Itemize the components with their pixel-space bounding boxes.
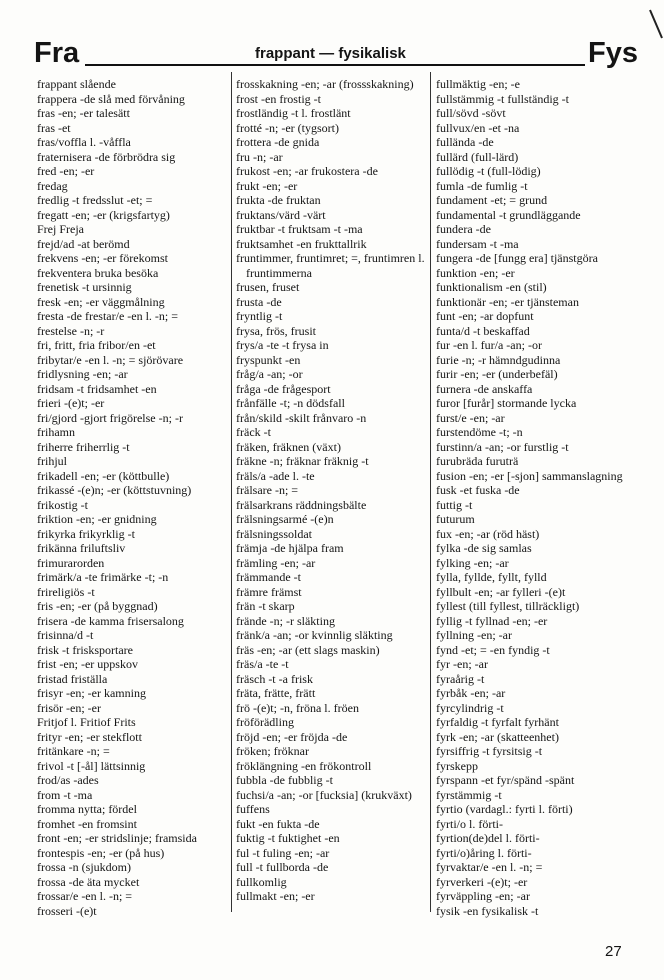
- dictionary-entry: frälsarkrans räddningsbälte: [236, 497, 367, 512]
- dictionary-entry: funktion -en; -er: [436, 265, 515, 280]
- dictionary-entry: fräta, frätte, frätt: [236, 686, 316, 700]
- dictionary-entry: frotté -n; -er (tygsort): [236, 120, 339, 135]
- page-header: [0, 0, 664, 70]
- dictionary-entry: fyrstämmig -t: [436, 787, 502, 802]
- dictionary-entry: frisyr -en; -er kamning: [37, 686, 146, 700]
- dictionary-entry: fyraårig -t: [436, 671, 485, 686]
- dictionary-entry: frejd/ad -at berömd: [37, 236, 130, 251]
- dictionary-entry: furstinn/a -an; -or furstlig -t: [436, 439, 569, 454]
- dictionary-entry: fullärd (full-lärd): [436, 149, 519, 164]
- dictionary-entry: frysa, frös, frusit: [236, 323, 316, 338]
- dictionary-entry: frikadell -en; -er (köttbulle): [37, 468, 170, 483]
- dictionary-entry: frod/as -ades: [37, 773, 99, 787]
- dictionary-entry: frosseri -(e)t: [37, 903, 97, 918]
- dictionary-entry: furst/e -en; -ar: [436, 410, 505, 425]
- dictionary-entry: futtig -t: [436, 497, 473, 512]
- dictionary-entry: frossa -de äta mycket: [37, 874, 140, 889]
- dictionary-entry: frireligiös -t: [37, 584, 95, 599]
- dictionary-entry: fräs/a -te -t: [236, 657, 289, 671]
- dictionary-entry: frälsningssoldat: [236, 526, 312, 541]
- dictionary-entry: fuktig -t fuktighet -en: [236, 831, 340, 845]
- dictionary-entry: frälsningsarmé -(e)n: [236, 512, 334, 526]
- dictionary-entry: fullödig -t (full-lödig): [436, 164, 541, 178]
- dictionary-entry: fromma nytta; fördel: [37, 802, 137, 816]
- dictionary-entry: fyllning -en; -ar: [436, 628, 512, 642]
- guide-word-left: Fra: [34, 37, 80, 69]
- dictionary-entry: fyllig -t fyllnad -en; -er: [436, 613, 548, 628]
- dictionary-entry: fryspunkt -en: [236, 352, 301, 367]
- dictionary-entry: futurum: [436, 512, 475, 526]
- dictionary-entry: frostländig -t l. frostlänt: [236, 106, 351, 120]
- dictionary-entry: frottera -de gnida: [236, 135, 320, 149]
- dictionary-entry: frikänna friluftsliv: [37, 541, 126, 555]
- dictionary-entry: fysik -en fysikalisk -t: [436, 903, 539, 918]
- dictionary-entry: frityr -en; -er stekflott: [37, 729, 142, 744]
- dictionary-entry: fridsam -t fridsamhet -en: [37, 381, 157, 396]
- dictionary-entry: fyrbåk -en; -ar: [436, 686, 506, 700]
- dictionary-entry: fräsch -t -a frisk: [236, 671, 313, 686]
- dictionary-entry: frän -t skarp: [236, 599, 295, 613]
- dictionary-entry: fröförädling: [236, 715, 294, 729]
- dictionary-entry: from -t -ma: [37, 787, 93, 802]
- dictionary-entry: frappant slående: [37, 77, 116, 91]
- dictionary-entry: frukta -de fruktan: [236, 193, 321, 207]
- dictionary-entry: frisinna/d -t: [37, 628, 94, 642]
- entry-column-1: [37, 77, 230, 918]
- entry-column-3: [436, 77, 629, 918]
- dictionary-entry: fredlig -t fredsslut -et; =: [37, 193, 153, 207]
- dictionary-entry: frusen, fruset: [236, 280, 300, 294]
- dictionary-entry: fruktbar -t fruktsam -t -ma: [236, 222, 363, 236]
- dictionary-entry: fullvux/en -et -na: [436, 120, 520, 135]
- dictionary-entry: främling -en; -ar: [236, 555, 316, 570]
- dictionary-entry: fyrtion(de)del l. förti-: [436, 831, 540, 845]
- dictionary-entry: fungera -de [fungg era] tjänstgöra: [436, 251, 598, 265]
- dictionary-entry: fylka -de sig samlas: [436, 541, 532, 555]
- dictionary-entry: fras -en; -er talesätt: [37, 106, 130, 120]
- dictionary-entry: frånfälle -t; -n dödsfall: [236, 396, 345, 410]
- dictionary-entry: fräkne -n; fräknar fräknig -t: [236, 454, 369, 468]
- dictionary-entry: fri, fritt, fria fribor/en -et: [37, 338, 156, 352]
- dictionary-entry: funktionalism -en (stil): [436, 280, 547, 294]
- dictionary-entry: fux -en; -ar (röd häst): [436, 526, 540, 541]
- dictionary-entry: fuchsi/a -an; -or [fucksia] (krukväxt): [236, 787, 412, 802]
- dictionary-entry: frisera -de kamma frisersalong: [37, 613, 184, 628]
- dictionary-entry: fråga -de frågesport: [236, 381, 331, 396]
- dictionary-entry: frihjul: [37, 454, 67, 468]
- dictionary-entry: frestelse -n; -r: [37, 323, 105, 338]
- dictionary-entry: fras/voffla l. -våffla: [37, 135, 131, 149]
- dictionary-entry: frivol -t [-ål] lättsinnig: [37, 758, 146, 773]
- dictionary-entry: frukost -en; -ar frukostera -de: [236, 164, 378, 178]
- dictionary-entry: friktion -en; -er gnidning: [37, 512, 157, 526]
- dictionary-entry: fur -en l. fur/a -an; -or: [436, 338, 542, 352]
- dictionary-entry: fritänkare -n; =: [37, 744, 110, 758]
- dictionary-entry: furubräda furuträ: [436, 454, 519, 468]
- dictionary-entry: furnera -de anskaffa: [436, 381, 533, 396]
- dictionary-entry: fruktans/värd -värt: [236, 207, 326, 222]
- dictionary-entry: fyr -en; -ar: [436, 657, 488, 671]
- column-divider: [231, 72, 232, 912]
- scan-mark-icon: [648, 8, 664, 48]
- dictionary-entry: fridlysning -en; -ar: [37, 367, 128, 381]
- dictionary-entry: fundera -de: [436, 222, 491, 236]
- page-number: 27: [605, 943, 622, 960]
- entry-column-2: [236, 77, 429, 904]
- dictionary-entry: fräls/a -ade l. -te: [236, 468, 315, 483]
- dictionary-entry: fyrti/o l. förti-: [436, 816, 503, 831]
- dictionary-entry: funta/d -t beskaffad: [436, 323, 530, 338]
- dictionary-entry: frontespis -en; -er (på hus): [37, 845, 165, 860]
- dictionary-entry: fundersam -t -ma: [436, 236, 519, 251]
- dictionary-entry: fresta -de frestar/e -en l. -n; =: [37, 309, 179, 323]
- dictionary-entry: front -en; -er stridslinje; framsida: [37, 831, 197, 845]
- dictionary-entry: fylla, fyllde, fyllt, fylld: [436, 570, 547, 584]
- dictionary-entry: fynd -et; = -en fyndig -t: [436, 642, 550, 657]
- dictionary-entry: frikyrka frikyrklig -t: [37, 526, 135, 541]
- dictionary-entry: fullkomlig: [236, 874, 287, 889]
- dictionary-entry: fröklängning -en frökontroll: [236, 758, 372, 773]
- dictionary-entry: fryntlig -t: [236, 309, 283, 323]
- dictionary-entry: fribytar/e -en l. -n; = sjörövare: [37, 352, 184, 367]
- dictionary-entry: fyrtio (vardagl.: fyrti l. förti): [436, 802, 573, 816]
- dictionary-entry: fundament -et; = grund: [436, 193, 548, 207]
- dictionary-entry: fresk -en; -er väggmålning: [37, 294, 165, 309]
- dictionary-entry: fulländа -de: [436, 135, 494, 149]
- dictionary-entry: främre främst: [236, 584, 302, 599]
- dictionary-entry: fromhet -en fromsint: [37, 816, 137, 831]
- dictionary-entry: fyrk -en; -ar (skatteenhet): [436, 729, 559, 744]
- dictionary-entry: fraternisera -de förbrödra sig: [37, 149, 176, 164]
- dictionary-entry: från/skild -skilt frånvaro -n: [236, 410, 367, 425]
- dictionary-entry: frappera -de slå med förvåning: [37, 91, 185, 106]
- dictionary-entry: fullstämmig -t fullständig -t: [436, 91, 569, 106]
- dictionary-entry: fyrsiffrig -t fyrsitsig -t: [436, 744, 543, 758]
- dictionary-entry: full -t fullborda -de: [236, 860, 329, 874]
- dictionary-entry: fras -et: [37, 120, 71, 135]
- dictionary-entry: fräs -en; -ar (ett slags maskin): [236, 642, 380, 657]
- dictionary-entry: fusk -et fuska -de: [436, 483, 520, 497]
- dictionary-entry: furir -en; -er (underbefäl): [436, 367, 558, 381]
- dictionary-entry: fubbla -de fubblig -t: [236, 773, 333, 787]
- dictionary-entry: fruktsamhet -en frukttallrik: [236, 236, 367, 251]
- dictionary-entry: fyrskepp: [436, 758, 478, 773]
- dictionary-entry: fuffens: [236, 802, 270, 816]
- dictionary-entry: främmande -t: [236, 570, 301, 584]
- dictionary-entry: funt -en; -ar dopfunt: [436, 309, 534, 323]
- dictionary-entry: frossa -n (sjukdom): [37, 860, 131, 874]
- dictionary-entry: frisk -t frisksportare: [37, 642, 133, 657]
- dictionary-entry: fullmakt -en; -er: [236, 889, 315, 903]
- dictionary-entry: frieri -(e)t; -er: [37, 396, 105, 410]
- dictionary-entry: fusion -en; -er [-sjon] sammanslagning: [436, 468, 623, 483]
- dictionary-entry: fräck -t: [236, 425, 271, 439]
- dictionary-entry: fränk/a -an; -or kvinnlig släkting: [236, 628, 393, 642]
- dictionary-entry: fråg/a -an; -or: [236, 367, 303, 381]
- dictionary-entry: fruntimmer, fruntimret; =, fruntimren l. fruntimmerna: [236, 251, 425, 280]
- dictionary-entry: fru -n; -ar: [236, 149, 283, 164]
- dictionary-entry: frö -(e)t; -n, fröna l. fröen: [236, 700, 359, 715]
- dictionary-entry: frenetisk -t ursinnig: [37, 280, 132, 294]
- dictionary-entry: frist -en; -er uppskov: [37, 657, 138, 671]
- column-divider: [430, 72, 431, 912]
- header-rule: [85, 64, 585, 66]
- dictionary-entry: funktionär -en; -er tjänsteman: [436, 294, 579, 309]
- dictionary-entry: full/sövd -sövt: [436, 106, 506, 120]
- dictionary-entry: frimärk/a -te frimärke -t; -n: [37, 570, 169, 584]
- dictionary-entry: frosskakning -en; -ar (frossskakning): [236, 77, 414, 91]
- dictionary-entry: furstendöme -t; -n: [436, 425, 523, 439]
- dictionary-entry: frossar/e -en l. -n; =: [37, 889, 133, 903]
- dictionary-entry: frekventera bruka besöka: [37, 265, 159, 280]
- dictionary-entry: frikassé -(e)n; -er (köttstuvning): [37, 483, 192, 497]
- dictionary-entry: fullmäktig -en; -e: [436, 77, 520, 91]
- dictionary-entry: frys/a -te -t frysa in: [236, 338, 329, 352]
- page-title: frappant — fysikalisk: [255, 45, 406, 62]
- dictionary-entry: främja -de hjälpa fram: [236, 541, 344, 555]
- dictionary-entry: Frej Freja: [37, 222, 84, 236]
- dictionary-entry: frikostig -t: [37, 497, 88, 512]
- dictionary-entry: fred -en; -er: [37, 164, 95, 178]
- dictionary-entry: fyrcylindrig -t: [436, 700, 504, 715]
- dictionary-entry: fris -en; -er (på byggnad): [37, 599, 158, 613]
- dictionary-entry: fyllbult -en; -ar fylleri -(e)t: [436, 584, 566, 599]
- dictionary-entry: fyrfaldig -t fyrfalt fyrhänt: [436, 715, 559, 729]
- dictionary-entry: frusta -de: [236, 294, 282, 309]
- dictionary-entry: fyrti/o)åring l. förti-: [436, 845, 532, 860]
- dictionary-entry: fyllest (till fyllest, tillräckligt): [436, 599, 580, 613]
- dictionary-entry: fristad friställa: [37, 671, 108, 686]
- dictionary-entry: fredag: [37, 178, 68, 193]
- dictionary-entry: fröken; fröknar: [236, 744, 309, 758]
- dictionary-entry: frälsare -n; =: [236, 483, 299, 497]
- dictionary-entry: frost -en frostig -t: [236, 91, 321, 106]
- dictionary-entry: fundamental -t grundläggande: [436, 207, 581, 222]
- dictionary-entry: fukt -en fukta -de: [236, 816, 320, 831]
- dictionary-entry: fri/gjord -gjort frigörelse -n; -r: [37, 410, 183, 425]
- dictionary-entry: fräken, fräknen (växt): [236, 439, 341, 454]
- dictionary-entry: frände -n; -r släkting: [236, 613, 335, 628]
- dictionary-entry: fröjd -en; -er fröjda -de: [236, 729, 348, 744]
- dictionary-entry: fregatt -en; -er (krigsfartyg): [37, 207, 170, 222]
- dictionary-entry: furie -n; -r hämndgudinna: [436, 352, 561, 367]
- dictionary-entry: fylking -en; -ar: [436, 555, 509, 570]
- dictionary-entry: frisör -en; -er: [37, 700, 101, 715]
- dictionary-entry: frihamn: [37, 425, 75, 439]
- dictionary-entry: frimurarorden: [37, 555, 105, 570]
- dictionary-entry: ful -t fuling -en; -ar: [236, 845, 330, 860]
- dictionary-entry: frukt -en; -er: [236, 178, 298, 193]
- dictionary-entry: fumla -de fumlig -t: [436, 178, 528, 193]
- dictionary-entry: fyrväppling -en; -ar: [436, 889, 530, 903]
- dictionary-entry: frekvens -en; -er förekomst: [37, 251, 168, 265]
- dictionary-entry: furor [furår] stormande lycka: [436, 396, 577, 410]
- dictionary-entry: fyrvaktar/e -en l. -n; =: [436, 860, 543, 874]
- dictionary-entry: fyrverkeri -(e)t; -er: [436, 874, 528, 889]
- dictionary-entry: fyrspann -et fyr/spänd -spänt: [436, 773, 575, 787]
- guide-word-right: Fys: [588, 37, 638, 69]
- dictionary-entry: Fritjof l. Fritiof Frits: [37, 715, 136, 729]
- dictionary-entry: friherre friherrlig -t: [37, 439, 130, 454]
